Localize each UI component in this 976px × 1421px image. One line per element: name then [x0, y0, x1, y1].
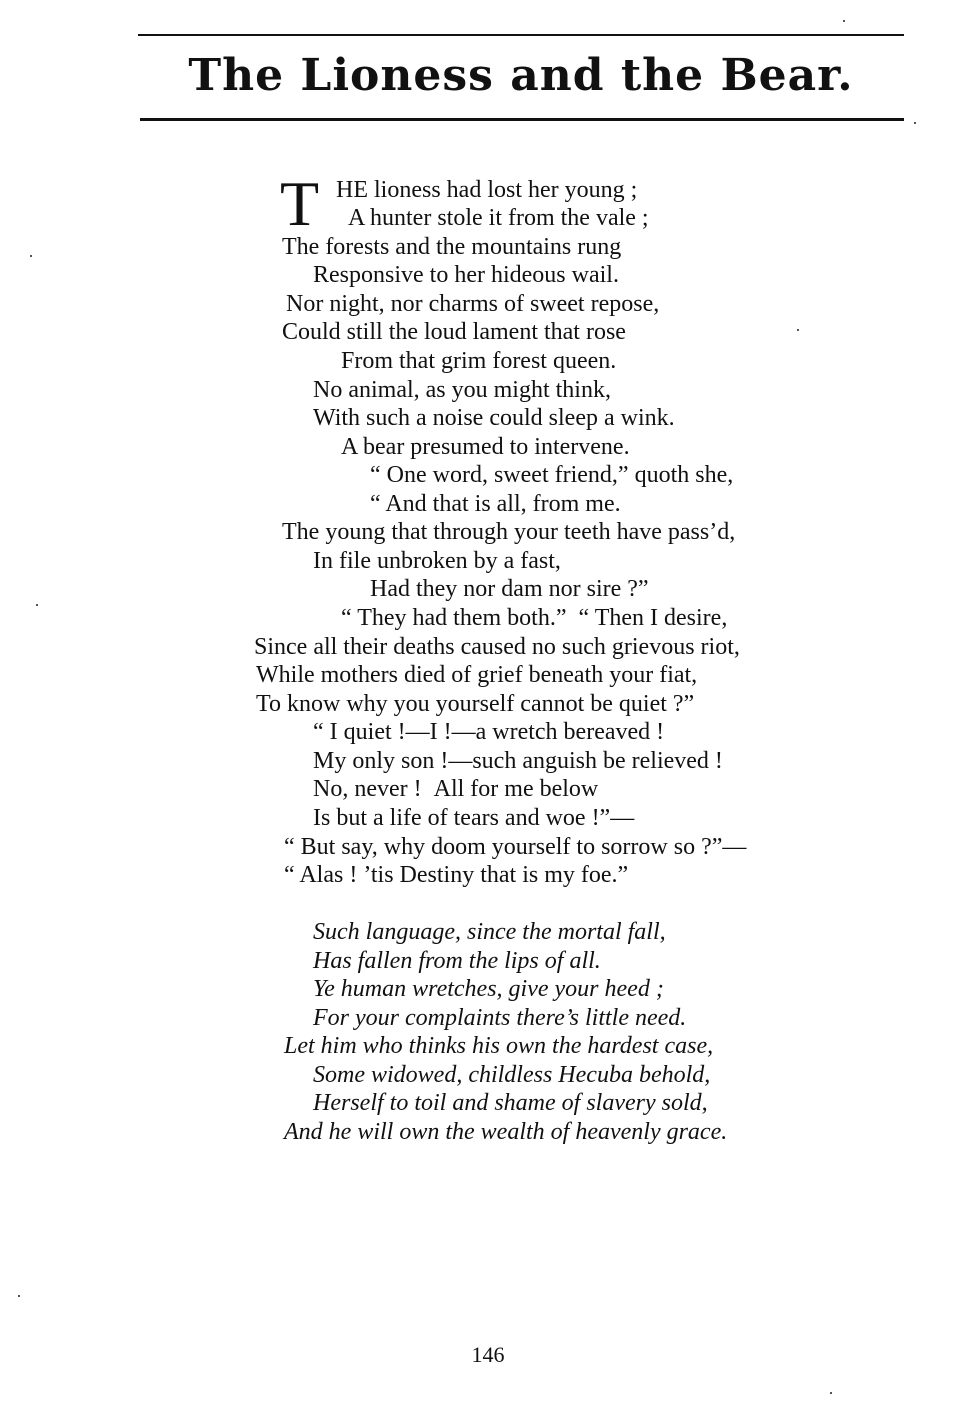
poem-line: From that grim forest queen.	[341, 348, 617, 374]
poem-line: “ They had them both.” “ Then I desire,	[341, 605, 728, 631]
poem-line: “ But say, why doom yourself to sorrow so ?”—	[284, 834, 747, 860]
poem-line: The forests and the mountains rung	[282, 234, 622, 260]
scan-speck	[830, 1392, 832, 1394]
top-rule	[138, 34, 904, 36]
scan-speck	[18, 1295, 20, 1297]
moral-line: Has fallen from the lips of all.	[313, 948, 601, 974]
poem-line: A bear presumed to intervene.	[341, 434, 630, 460]
bottom-rule	[140, 118, 904, 121]
poem-line: “ One word, sweet friend,” quoth she,	[370, 462, 734, 488]
scan-speck	[797, 329, 799, 331]
drop-cap: T	[280, 168, 320, 239]
poem-line: “ Alas ! ’tis Destiny that is my foe.”	[284, 862, 629, 888]
poem-line: Is but a life of tears and woe !”—	[313, 805, 635, 831]
scan-speck	[30, 255, 32, 257]
poem-line: No animal, as you might think,	[313, 377, 611, 403]
page-title: The Lioness and the Bear.	[188, 50, 854, 101]
poem-line: Had they nor dam nor sire ?”	[370, 576, 649, 602]
moral-line: Herself to toil and shame of slavery sold,	[313, 1090, 708, 1116]
poem-line: No, never ! All for me below	[313, 776, 599, 802]
moral-line: And he will own the wealth of heavenly grace.	[284, 1119, 728, 1145]
poem-line: Responsive to her hideous wail.	[313, 262, 619, 288]
poem-line: While mothers died of grief beneath your fiat,	[256, 662, 698, 688]
poem-line: A hunter stole it from the vale ;	[348, 205, 649, 231]
poem-line: With such a noise could sleep a wink.	[313, 405, 675, 431]
scan-speck	[843, 20, 845, 22]
poem-line: The young that through your teeth have pass’d,	[282, 519, 736, 545]
poem-line: To know why you yourself cannot be quiet ?”	[256, 691, 695, 717]
moral-line: Let him who thinks his own the hardest case,	[284, 1033, 714, 1059]
poem-line: Nor night, nor charms of sweet repose,	[286, 291, 660, 317]
poem-line: “ I quiet !—I !—a wretch bereaved !	[313, 719, 665, 745]
poem-line: My only son !—such anguish be relieved !	[313, 748, 723, 774]
moral-line: Some widowed, childless Hecuba behold,	[313, 1062, 711, 1088]
scan-speck	[36, 604, 38, 606]
page-number: 146	[471, 1342, 505, 1367]
moral-line: Such language, since the mortal fall,	[313, 919, 666, 945]
moral-line: Ye human wretches, give your heed ;	[313, 976, 664, 1002]
poem-line: In file unbroken by a fast,	[313, 548, 561, 574]
moral-line: For your complaints there’s little need.	[313, 1005, 687, 1031]
scan-speck	[914, 122, 916, 124]
poem-line: HE lioness had lost her young ;	[336, 177, 638, 203]
poem-line: “ And that is all, from me.	[370, 491, 621, 517]
poem-line: Since all their deaths caused no such grievous riot,	[254, 634, 740, 660]
poem-line: Could still the loud lament that rose	[282, 319, 626, 345]
